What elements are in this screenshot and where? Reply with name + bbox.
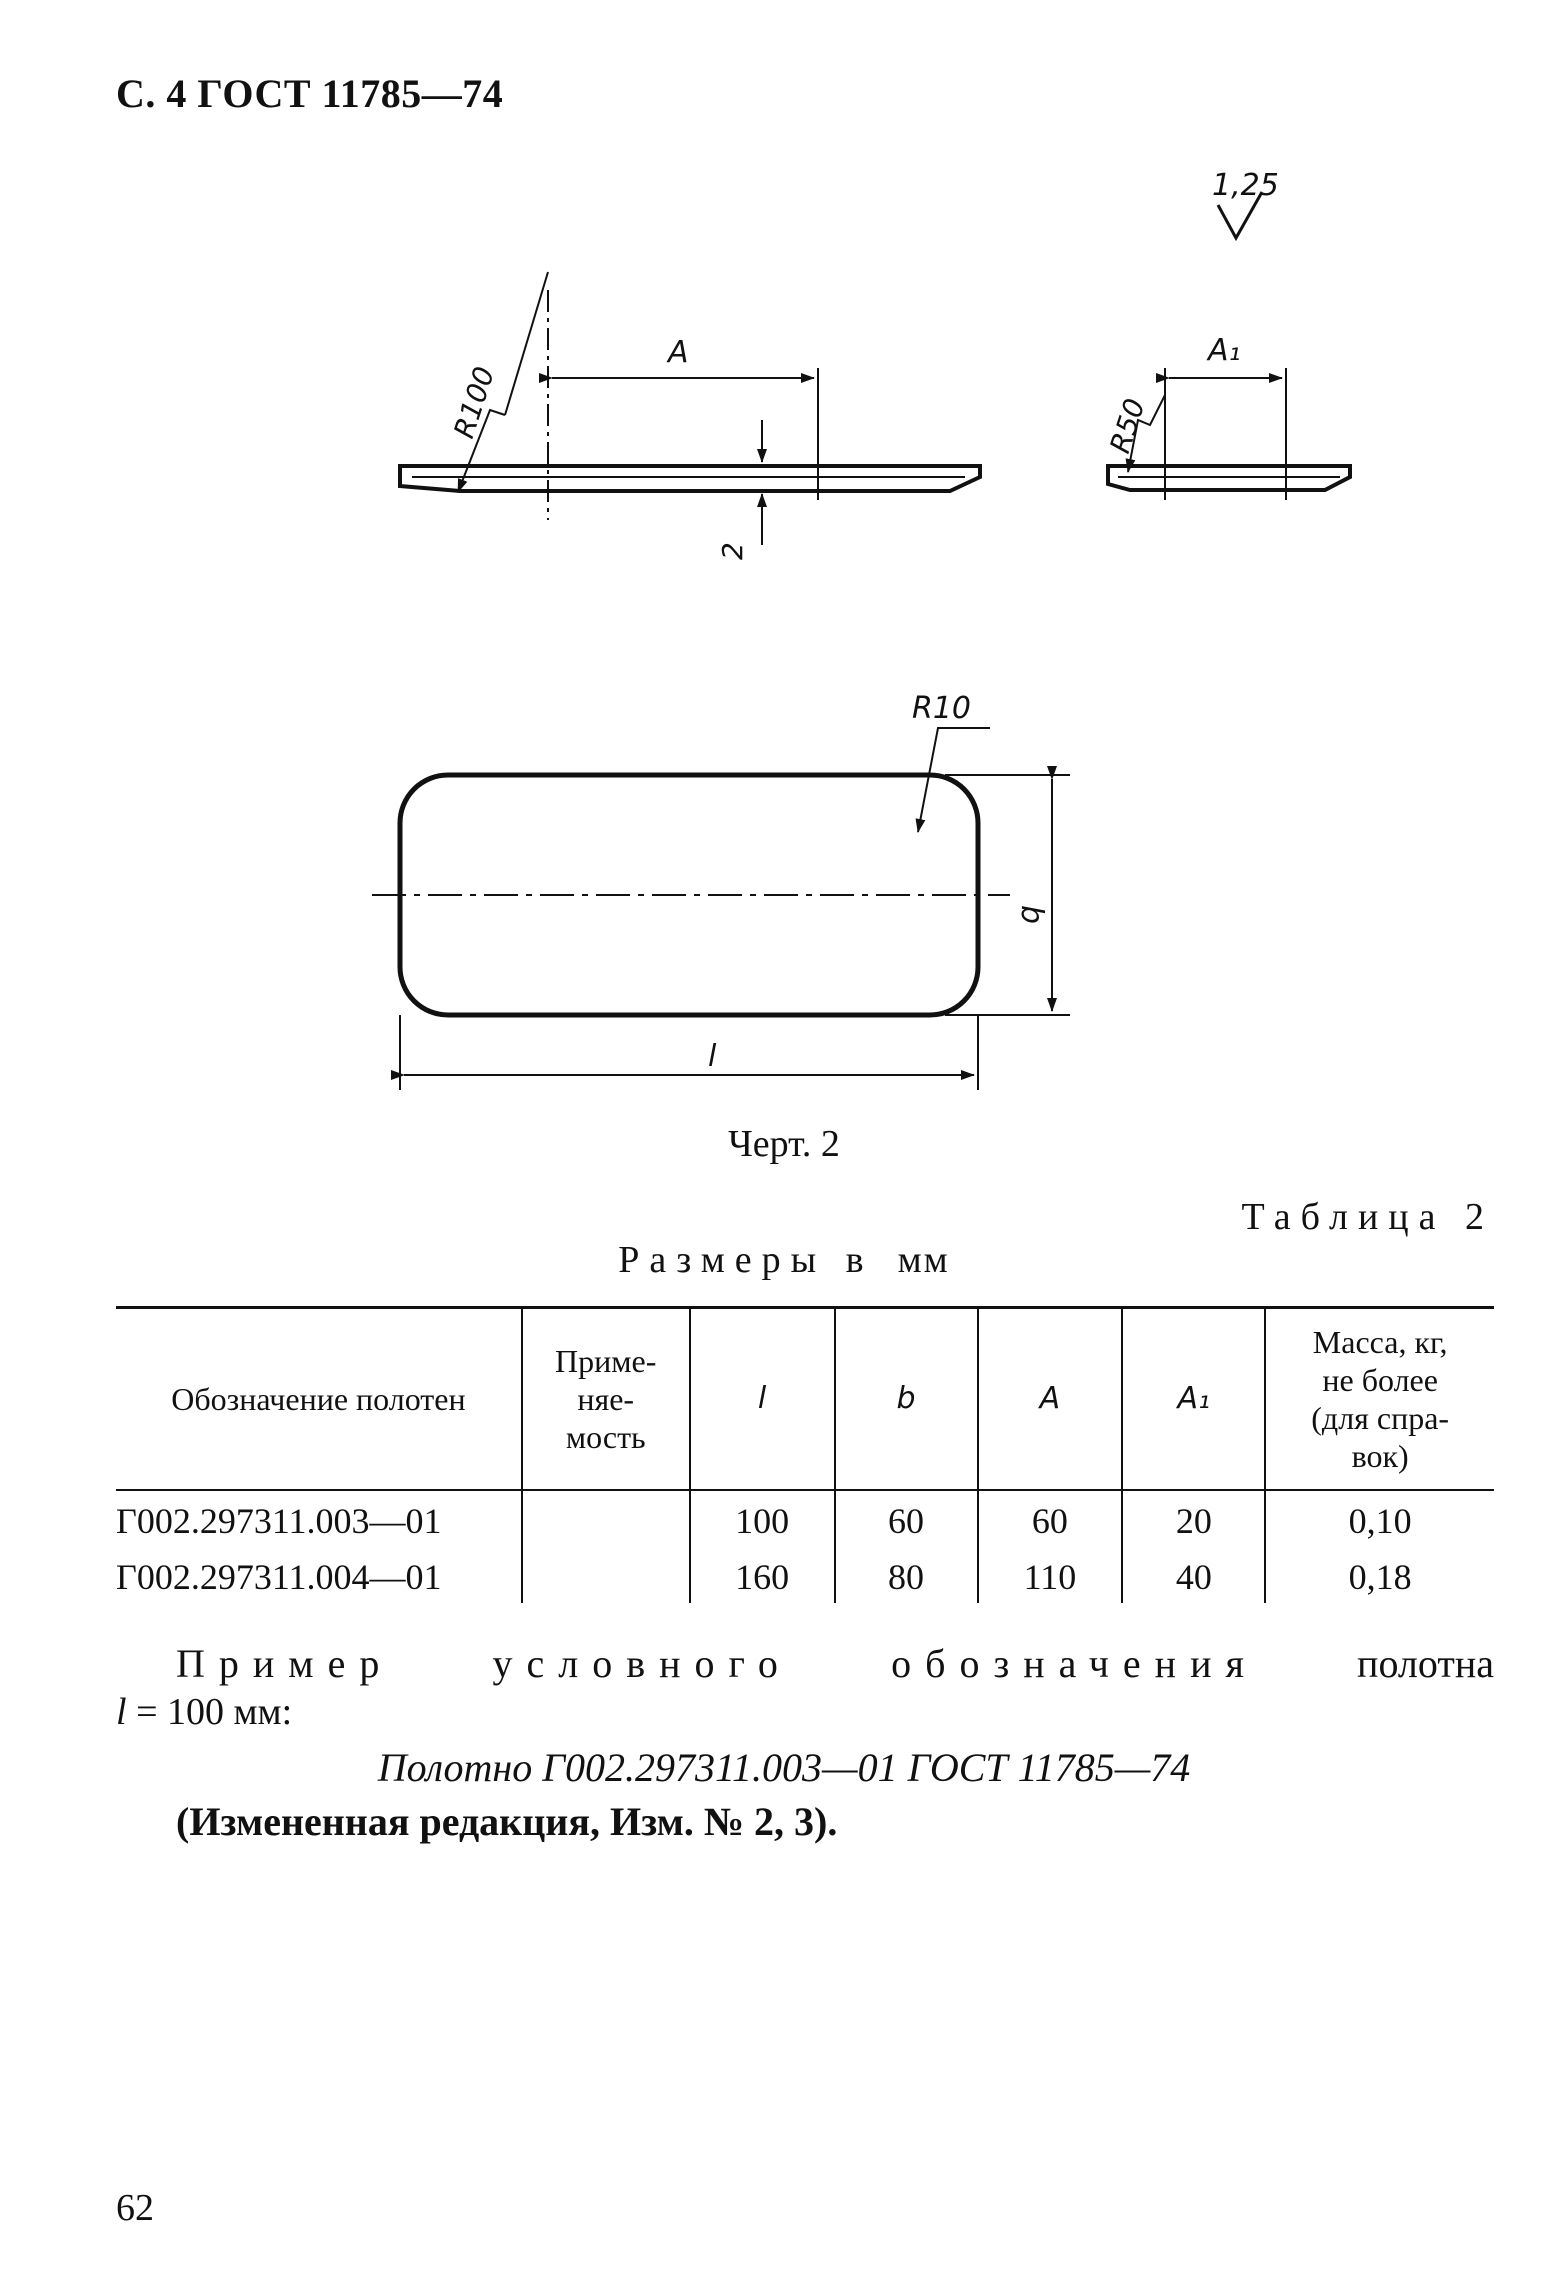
cell-designation: Г002.297311.003—01	[116, 1501, 442, 1541]
example-word-4: полотна	[1357, 1641, 1494, 1686]
example-word-3: обозначения	[891, 1641, 1258, 1686]
example-heading	[176, 1640, 1494, 1687]
example-l-value: = 100 мм:	[126, 1691, 293, 1733]
roughness-value: 1,25	[1212, 168, 1279, 203]
example-l-symbol: l	[116, 1691, 127, 1733]
technical-drawing	[0, 0, 1568, 1120]
cell-designation: Г002.297311.004—01	[116, 1557, 442, 1597]
header-a: A	[978, 1308, 1123, 1491]
header-mass	[1265, 1308, 1494, 1491]
table-header-row	[116, 1308, 1494, 1491]
header-applicability-line3: мость	[565, 1419, 646, 1455]
table-label: Таблица 2	[1241, 1196, 1494, 1238]
end-dim-a1: A₁	[1208, 333, 1241, 368]
table-row	[116, 1490, 1494, 1547]
dimensions-table	[116, 1306, 1494, 1603]
header-applicability-line2: няе-	[577, 1381, 635, 1417]
cell-mass: 0,10	[1265, 1490, 1494, 1547]
cell-a1: 20	[1122, 1490, 1265, 1547]
example-length	[116, 1690, 292, 1734]
cell-applicability	[522, 1547, 690, 1603]
header-mass-line4: вок)	[1351, 1438, 1409, 1474]
units-unit: мм	[897, 1239, 950, 1281]
cell-a1: 40	[1122, 1547, 1265, 1603]
example-word-2: условного	[492, 1641, 792, 1686]
header-b: b	[835, 1308, 978, 1491]
side-dim-a: A	[668, 335, 689, 370]
table-row	[116, 1547, 1494, 1603]
page-number: 62	[116, 2187, 154, 2229]
cell-a: 110	[978, 1547, 1123, 1603]
side-radius-label: R100	[447, 362, 502, 443]
table-units	[0, 1238, 1568, 1282]
header-mass-line3: (для спра-	[1311, 1400, 1450, 1436]
cell-a: 60	[978, 1490, 1123, 1547]
end-view	[1108, 368, 1350, 500]
plan-dim-l: l	[708, 1039, 717, 1074]
page-header: С. 4 ГОСТ 11785—74	[116, 71, 504, 116]
header-mass-line1: Масса, кг,	[1312, 1324, 1448, 1360]
edition-note: (Измененная редакция, Изм. № 2, 3).	[176, 1799, 838, 1844]
side-thickness-label: 2	[716, 542, 749, 560]
roughness-symbol	[1212, 168, 1279, 238]
units-prefix: Размеры в	[618, 1239, 874, 1281]
cell-b: 60	[835, 1490, 978, 1547]
header-a1: A₁	[1122, 1308, 1265, 1491]
end-radius-label: R50	[1103, 394, 1152, 458]
cell-applicability	[522, 1490, 690, 1547]
header-l: l	[690, 1308, 835, 1491]
plan-radius-label: R10	[912, 691, 972, 726]
cell-l: 160	[690, 1547, 835, 1603]
cell-l: 100	[690, 1490, 835, 1547]
header-designation: Обозначение полотен	[116, 1308, 522, 1491]
cell-b: 80	[835, 1547, 978, 1603]
cell-mass: 0,18	[1265, 1547, 1494, 1603]
example-word-1: Пример	[176, 1641, 394, 1686]
header-applicability	[522, 1308, 690, 1491]
plan-dim-b: b	[1014, 905, 1049, 925]
drawing-caption: Черт. 2	[728, 1123, 840, 1165]
header-applicability-line1: Приме-	[555, 1343, 657, 1379]
plan-view	[372, 728, 1070, 1090]
header-mass-line2: не более	[1322, 1362, 1438, 1398]
example-designation: Полотно Г002.297311.003—01 ГОСТ 11785—74	[377, 1745, 1191, 1790]
